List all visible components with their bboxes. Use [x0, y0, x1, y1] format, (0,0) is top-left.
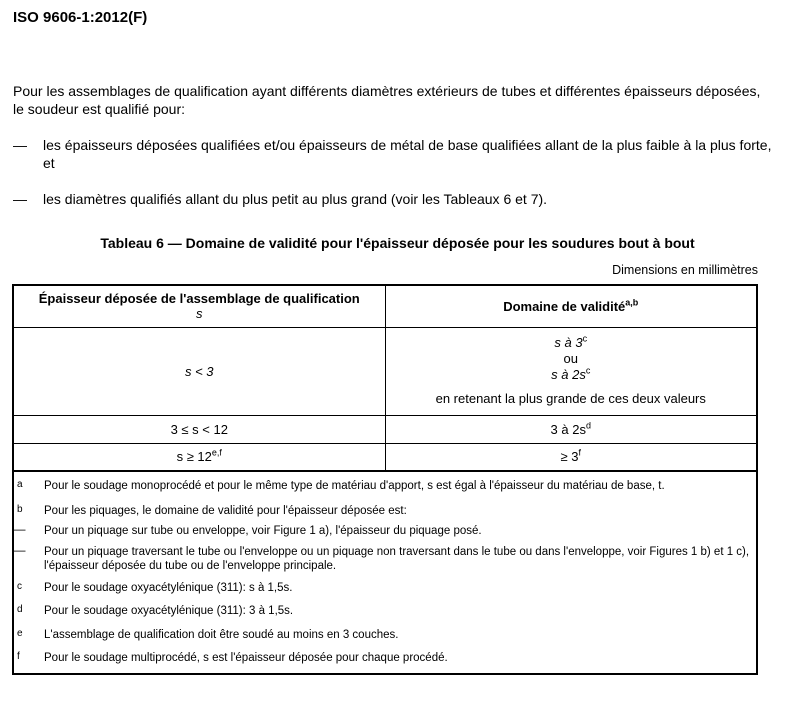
- footnote-ref: c: [582, 333, 588, 344]
- column-header-validity: [385, 285, 757, 327]
- range-value: s à 2s: [551, 367, 586, 382]
- table-row: [13, 415, 757, 443]
- column-header-label: Domaine de validité: [503, 298, 626, 314]
- list-item-text: les diamètres qualifiés allant du plus petit au plus grand (voir les Tableaux 6 et 7).: [43, 191, 548, 207]
- footnote-text: Pour le soudage monoprocédé et pour le même type de matériau d'apport, s est égal à l'épaisseur du matériau de base, t.: [44, 480, 665, 492]
- footnote-label: c: [17, 581, 22, 592]
- table-row: [13, 443, 757, 471]
- footnote-label: d: [17, 604, 23, 615]
- column-header-symbol: s: [196, 306, 203, 322]
- footnote-ref: f: [578, 447, 581, 458]
- dash-marker: —: [14, 545, 26, 557]
- footnote-label: a: [17, 479, 23, 490]
- table-title: Tableau 6 — Domaine de validité pour l'épaisseur déposée pour les soudures bout à bout: [100, 235, 695, 251]
- footnote-text: Pour les piquages, le domaine de validité pour l'épaisseur déposée est:: [44, 505, 407, 517]
- footnote-b-item: [14, 524, 758, 538]
- dash-marker: —: [13, 191, 27, 207]
- footnote-text: L'assemblage de qualification doit être soudé au moins en 3 couches.: [44, 629, 399, 641]
- range-value: s ≥ 12: [176, 449, 212, 465]
- footnote-f: [14, 651, 758, 665]
- validity-table: [12, 284, 758, 472]
- cell-thickness: 3 ≤ s < 12: [13, 415, 385, 443]
- footnote-text: Pour un piquage sur tube ou enveloppe, voir Figure 1 a), l'épaisseur du piquage posé.: [44, 525, 482, 537]
- or-label: ou: [563, 351, 578, 366]
- column-header-thickness: [13, 285, 385, 327]
- footnote-e: [14, 628, 758, 642]
- range-value: 3 à 2s: [550, 421, 586, 437]
- footnote-d: [14, 604, 758, 618]
- table-footnotes: [12, 471, 758, 675]
- footnote-c: [14, 581, 758, 595]
- footnote-label: e: [17, 628, 23, 639]
- cell-thickness: s < 3: [13, 327, 385, 415]
- footnote-label: b: [17, 504, 23, 515]
- cell-thickness: [13, 443, 385, 471]
- intro-paragraph: Pour les assemblages de qualification ayant différents diamètres extérieurs de tubes et différentes épaisseurs déposées, le soudeur est qualifié pour:: [13, 83, 761, 117]
- footnote-a: [14, 479, 758, 493]
- document-header: ISO 9606-1:2012(F): [13, 9, 148, 26]
- list-item: [13, 136, 773, 172]
- footnote-text: Pour le soudage multiprocédé, s est l'épaisseur déposée pour chaque procédé.: [44, 652, 448, 664]
- list-item: [13, 190, 773, 208]
- range-note: en retenant la plus grande de ces deux valeurs: [435, 391, 706, 406]
- footnote-ref: c: [585, 365, 591, 376]
- footnote-text: Pour le soudage oxyacétylénique (311): 3 à 1,5s.: [44, 605, 294, 617]
- range-value: s à 3: [554, 335, 583, 350]
- column-header-label: Épaisseur déposée de l'assemblage de qualification: [38, 291, 360, 307]
- dimensions-note: Dimensions en millimètres: [612, 263, 758, 277]
- cell-validity: [385, 443, 757, 471]
- footnote-ref: a,b: [625, 297, 639, 308]
- dash-marker: —: [13, 137, 27, 153]
- range-value: ≥ 3: [560, 449, 579, 465]
- dash-marker: —: [14, 524, 26, 536]
- table-header-row: [13, 285, 757, 327]
- table-row: [13, 327, 757, 415]
- footnote-b-item: [14, 545, 758, 573]
- footnote-label: f: [17, 651, 20, 662]
- footnote-text: Pour un piquage traversant le tube ou l'enveloppe ou un piquage non traversant dans le tube ou dans l'enveloppe, voir Figures 1 b) et 1 c), l'épaisseur déposée du tube ou de l'enveloppe principale.: [44, 546, 750, 572]
- cell-validity: [385, 327, 757, 415]
- footnote-ref: d: [585, 420, 591, 431]
- footnote-b: [14, 504, 758, 518]
- footnote-text: Pour le soudage oxyacétylénique (311): s à 1,5s.: [44, 582, 293, 594]
- footnote-ref: e,f: [211, 447, 222, 458]
- cell-validity: [385, 415, 757, 443]
- list-item-text: les épaisseurs déposées qualifiées et/ou épaisseurs de métal de base qualifiées allant de la plus faible à la plus forte, et: [43, 137, 772, 171]
